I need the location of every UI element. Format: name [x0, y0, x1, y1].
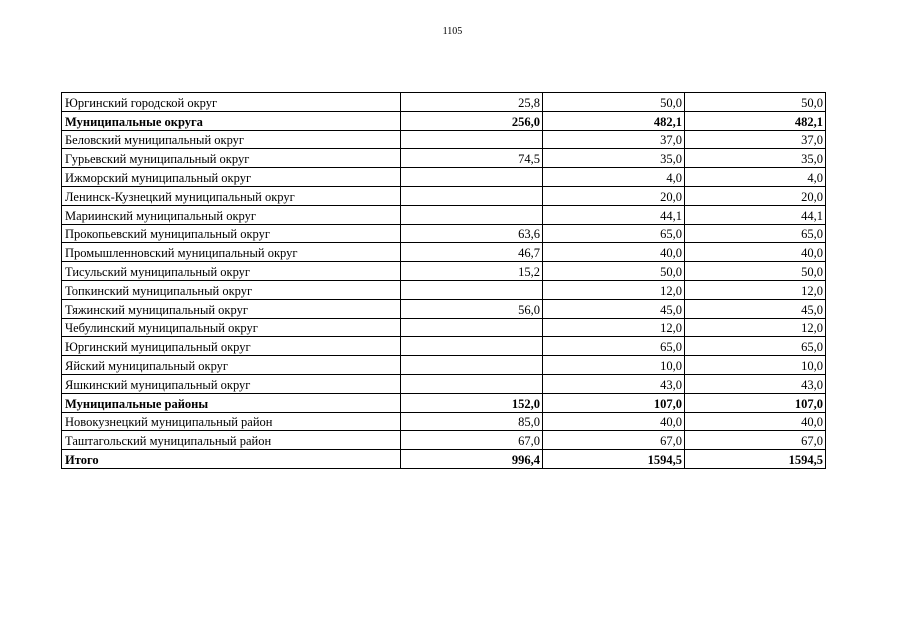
value-cell-3: 20,0: [685, 186, 826, 205]
row-name-cell: Ленинск-Кузнецкий муниципальный округ: [62, 186, 401, 205]
value-cell-2: 45,0: [543, 299, 685, 318]
table-row: [62, 318, 826, 337]
value-cell-3: 43,0: [685, 374, 826, 393]
table-row: [62, 280, 826, 299]
value-cell-2: 482,1: [543, 111, 685, 130]
page-number: 1105: [442, 26, 463, 37]
row-name-cell: Беловский муниципальный округ: [62, 130, 401, 149]
value-cell-1: 63,6: [401, 224, 543, 243]
row-name-cell: Гурьевский муниципальный округ: [62, 149, 401, 168]
row-name-cell: Муниципальные районы: [62, 393, 401, 412]
value-cell-2: 107,0: [543, 393, 685, 412]
value-cell-2: 50,0: [543, 93, 685, 112]
row-name-cell: Яшкинский муниципальный округ: [62, 374, 401, 393]
value-cell-3: 50,0: [685, 93, 826, 112]
table-row-total: [62, 111, 826, 130]
value-cell-1: 996,4: [401, 450, 543, 469]
value-cell-3: 107,0: [685, 393, 826, 412]
value-cell-1: [401, 130, 543, 149]
value-cell-3: 44,1: [685, 205, 826, 224]
value-cell-3: 65,0: [685, 224, 826, 243]
table-row: [62, 337, 826, 356]
table-row: [62, 243, 826, 262]
table-row: [62, 93, 826, 112]
table-row-total: [62, 450, 826, 469]
table-row-total: [62, 393, 826, 412]
row-name-cell: Топкинский муниципальный округ: [62, 280, 401, 299]
value-cell-1: [401, 374, 543, 393]
row-name-cell: Юргинский муниципальный округ: [62, 337, 401, 356]
value-cell-3: 482,1: [685, 111, 826, 130]
value-cell-3: 40,0: [685, 412, 826, 431]
value-cell-1: 85,0: [401, 412, 543, 431]
value-cell-2: 65,0: [543, 224, 685, 243]
value-cell-2: 20,0: [543, 186, 685, 205]
row-name-cell: Муниципальные округа: [62, 111, 401, 130]
row-name-cell: Юргинский городской округ: [62, 93, 401, 112]
table-body: [62, 93, 826, 469]
row-name-cell: Ижморский муниципальный округ: [62, 168, 401, 187]
value-cell-1: 67,0: [401, 431, 543, 450]
value-cell-1: [401, 168, 543, 187]
value-cell-3: 45,0: [685, 299, 826, 318]
value-cell-2: 35,0: [543, 149, 685, 168]
value-cell-1: 25,8: [401, 93, 543, 112]
row-name-cell: Итого: [62, 450, 401, 469]
value-cell-2: 37,0: [543, 130, 685, 149]
table-row: [62, 356, 826, 375]
row-name-cell: Прокопьевский муниципальный округ: [62, 224, 401, 243]
value-cell-3: 4,0: [685, 168, 826, 187]
value-cell-3: 65,0: [685, 337, 826, 356]
table-row: [62, 224, 826, 243]
table-row: [62, 412, 826, 431]
value-cell-2: 44,1: [543, 205, 685, 224]
budget-table: [61, 92, 826, 469]
table-row: [62, 431, 826, 450]
value-cell-2: 12,0: [543, 280, 685, 299]
value-cell-1: 46,7: [401, 243, 543, 262]
value-cell-1: [401, 318, 543, 337]
value-cell-2: 50,0: [543, 262, 685, 281]
row-name-cell: Тисульский муниципальный округ: [62, 262, 401, 281]
value-cell-2: 40,0: [543, 412, 685, 431]
row-name-cell: Промышленновский муниципальный округ: [62, 243, 401, 262]
table-row: [62, 186, 826, 205]
value-cell-2: 40,0: [543, 243, 685, 262]
table-row: [62, 262, 826, 281]
value-cell-3: 35,0: [685, 149, 826, 168]
value-cell-1: 15,2: [401, 262, 543, 281]
value-cell-2: 65,0: [543, 337, 685, 356]
value-cell-3: 12,0: [685, 318, 826, 337]
value-cell-1: [401, 337, 543, 356]
value-cell-1: 56,0: [401, 299, 543, 318]
value-cell-3: 1594,5: [685, 450, 826, 469]
value-cell-1: 152,0: [401, 393, 543, 412]
row-name-cell: Мариинский муниципальный округ: [62, 205, 401, 224]
row-name-cell: Таштагольский муниципальный район: [62, 431, 401, 450]
value-cell-2: 67,0: [543, 431, 685, 450]
row-name-cell: Новокузнецкий муниципальный район: [62, 412, 401, 431]
value-cell-2: 4,0: [543, 168, 685, 187]
value-cell-1: [401, 356, 543, 375]
row-name-cell: Яйский муниципальный округ: [62, 356, 401, 375]
value-cell-3: 40,0: [685, 243, 826, 262]
value-cell-1: [401, 186, 543, 205]
table-row: [62, 205, 826, 224]
table-row: [62, 149, 826, 168]
value-cell-3: 10,0: [685, 356, 826, 375]
value-cell-3: 67,0: [685, 431, 826, 450]
table-row: [62, 299, 826, 318]
value-cell-2: 10,0: [543, 356, 685, 375]
table-row: [62, 130, 826, 149]
value-cell-3: 37,0: [685, 130, 826, 149]
row-name-cell: Чебулинский муниципальный округ: [62, 318, 401, 337]
value-cell-1: [401, 205, 543, 224]
value-cell-2: 43,0: [543, 374, 685, 393]
table-row: [62, 374, 826, 393]
value-cell-2: 12,0: [543, 318, 685, 337]
value-cell-1: 74,5: [401, 149, 543, 168]
value-cell-3: 50,0: [685, 262, 826, 281]
value-cell-3: 12,0: [685, 280, 826, 299]
value-cell-2: 1594,5: [543, 450, 685, 469]
row-name-cell: Тяжинский муниципальный округ: [62, 299, 401, 318]
value-cell-1: 256,0: [401, 111, 543, 130]
table-row: [62, 168, 826, 187]
value-cell-1: [401, 280, 543, 299]
